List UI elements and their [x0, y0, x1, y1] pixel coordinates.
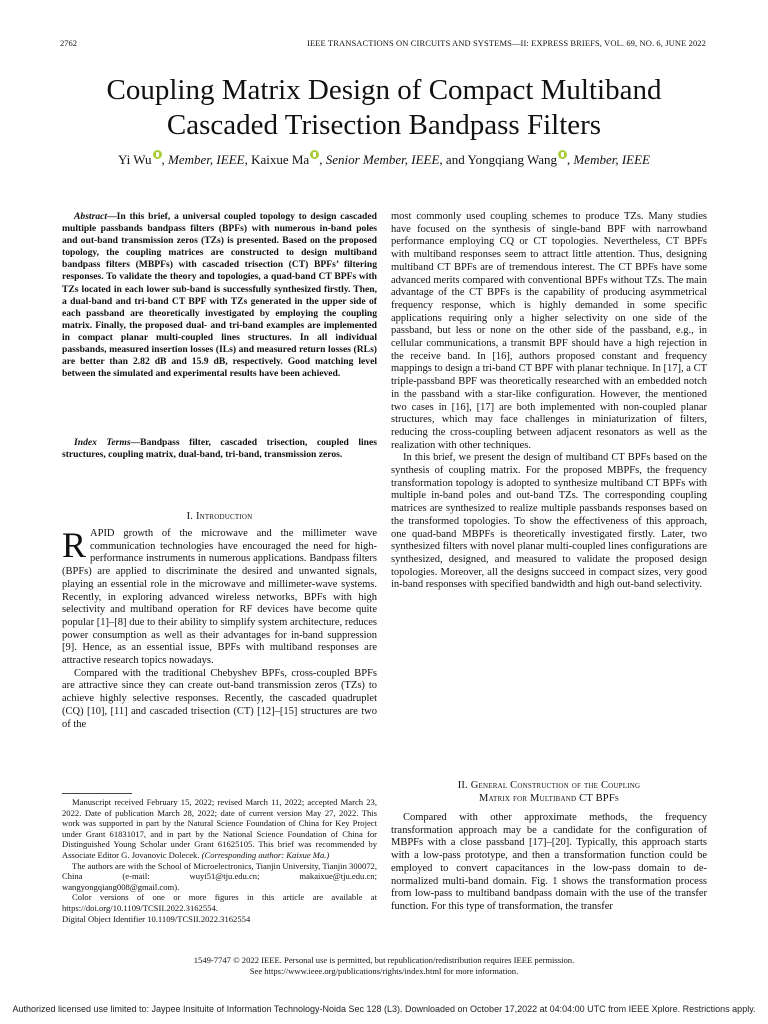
author-list: Yi Wu , Member, IEEE, Kaixue Ma , Senior Member, IEEE, and Yongqiang Wang , Member, IEEE [117, 152, 650, 167]
running-header: IEEE TRANSACTIONS ON CIRCUITS AND SYSTEMS—II: EXPRESS BRIEFS, VOL. 69, NO. 6, JUNE 2022 [307, 38, 706, 48]
orcid-icon[interactable] [153, 150, 162, 159]
abstract-text: —In this brief, a universal coupled topology to design cascaded multiple passbands bandpass filters (BPFs) with numerous in-band poles and out-band transmission zeros (TZs) is presented. Based on the proposed topology, the coupling matrices are constructed to design multiband bandpass filters (MBPFs) with cascaded trisection (CT) BPFs’ filtering responses. To validate the theory and topologies, a quad-band CT BPFs with TZs located in each lower sub-band is successfully synthesized firstly. Then, a dual-band and tri-band CT BPF with TZs generated in the upper side of each passband are theoretically investigated by employing the coupling matrix. Finally, the proposed dual- and tri-band examples are implemented in compact planar multi-coupled lines structures. In all individual passbands, measured insertion losses (ILs) and measured return losses (RLs) are better than 2.82 dB and 15.9 dB, respectively. Good matching level between the simulated and experimental results have been achieved. [62, 211, 377, 380]
footnote-manuscript [62, 797, 377, 861]
paragraph: Compared with other approximate methods, the frequency transformation approach may be a candidate for the configuration of MBPFs with a close passband [17]–[20]. Typically, this approach starts with a low-pass prototype, and then a transformation function could be employed to convert capacitances in the low-pass domain to de-normalized multi-band domain. Fig. 1 shows the transformation process from low-pass to multiband bandpass domain with the use of the transfer function. For this type of transformation, the transfer [391, 812, 707, 912]
paper-title [40, 73, 728, 143]
abstract [62, 211, 377, 380]
index-terms-text: —Bandpass filter, cascaded trisection, coupled lines structures, coupling matrix, dual-band, tri-band, transmission zeros. [62, 437, 377, 461]
paragraph-text: APID growth of the microwave and the millimeter wave communication technologies have encouraged the need for high-performance instruments in numerous applications. Bandpass filters (BPFs) are applied to discriminate the desired and unwanted signals, playing an essential role in the microwave and millimeter-wave systems. Recently, in exploring advanced wireless networks, BPFs with high selectivity and multiband operation for RF devices have become quite popular [1]–[8] due to their ability to simplify system architecture, reduces power consumption as well as their advantages for in-band suppression [9]. Hence, as an essential issue, BPFs with multiband responses are attractive research topics nowadays. [62, 528, 377, 667]
section-2-body [391, 812, 707, 914]
paragraph: Compared with the traditional Chebyshev BPFs, cross-coupled BPFs are attractive since they can create out-band transmission zeros (TZs) to achieve highly selective responses. Recently, the cascaded quadruplet (CQ) [10], [11] and cascaded trisection (CT) [12]–[15] structures are two of the [62, 667, 377, 730]
author-2-role: Senior Member, IEEE [325, 152, 440, 167]
orcid-icon[interactable] [310, 150, 319, 159]
section-1-title: Introduction [195, 511, 253, 522]
section-1-body-left [62, 525, 377, 731]
footnote-affiliation: The authors are with the School of Microelectronics, Tianjin University, Tianjin 300072, China (e-mail: wuyi51@tju.edu.cn; makaixue@tju.edu.cn; wangyongqiang008@gmail.com). [62, 860, 377, 892]
footnote-manuscript-text: Manuscript received February 15, 2022; revised March 11, 2022; accepted March 23, 2022. Date of publication March 28, 2022; date of current version May 27, 2022. This work was supported in part by the Natural Science Foundation of China for Key Project under Grant 61831017, and in part by the National Science Foundation of China for Distinguished Young Scholar under Grant 61625105. This brief was recommended by Associate Editor G. Jovanovic Dolecek. [62, 797, 377, 860]
orcid-icon[interactable] [558, 150, 567, 159]
author-conjunction: and [445, 152, 465, 167]
author-2-name: Kaixue Ma [251, 152, 310, 167]
footnote-color-versions: Color versions of one or more figures in this article are available at https://doi.org/10.1109/TCSII.2022.3162554. [62, 892, 377, 913]
author-3-role: Member, IEEE [573, 152, 650, 167]
title-line-1: Coupling Matrix Design of Compact Multiband [106, 74, 662, 106]
index-terms [62, 437, 377, 461]
footnote-divider [62, 793, 132, 794]
section-1-body-right [391, 211, 707, 592]
corresponding-author: (Corresponding author: Kaixue Ma.) [201, 849, 330, 860]
drop-cap: R [62, 525, 87, 565]
section-1-numeral: I. [186, 511, 194, 522]
copyright-line-1: 1549-7747 © 2022 IEEE. Personal use is permitted, but republication/redistribution requires IEEE permission. [193, 955, 575, 965]
author-1-name: Yi Wu [117, 152, 152, 167]
section-2-title-line-2: Matrix for Multiband CT BPFs [479, 792, 619, 804]
section-2-title-line-1: General Construction of the Coupling [470, 780, 641, 791]
footnote [62, 797, 377, 924]
paragraph: In this brief, we present the design of multiband CT BPFs based on the synthesis of coupling matrix. For the proposed MBPFs, the frequency transformation topology is adopted to synthesize multiband CT BPFs with multiple in-band poles and out-band TZs. The corresponding coupling matrices are synthesized to realize multiple passbands responses based on the transformed topologies. To show the effectiveness of this approach, one quad-band MBPFs is theoretically investigated firstly. Later, two synthesized filters with novel planar multi-coupled lines configurations are synthesized, designed, and measured to validate the proposed design topologies. Moreover, all the designs succeed in compact sizes, very good in-band responses with specified bandwidth and high out-band selectivity. [391, 452, 707, 591]
title-line-2: Cascaded Trisection Bandpass Filters [166, 109, 602, 141]
index-terms-label: Index Terms [74, 437, 131, 448]
author-3-name: Yongqiang Wang [467, 152, 557, 167]
section-2-heading [391, 780, 707, 805]
copyright-line-2: See https://www.ieee.org/publications/rights/index.html for more information. [249, 966, 519, 976]
page-number: 2762 [60, 38, 77, 48]
author-1-role: Member, IEEE [168, 152, 245, 167]
copyright-notice [100, 955, 668, 977]
section-2-numeral: II. [457, 780, 468, 791]
section-1-heading [62, 511, 377, 524]
paragraph [62, 525, 377, 668]
abstract-label: Abstract [74, 211, 108, 222]
license-banner: Authorized licensed use limited to: Jaypee Insituite of Information Technology-Noida Sec 128 (L3). Downloaded on October 17,2022 at 04:04:00 UTC from IEEE Xplore. Restrictions apply. [12, 1004, 756, 1014]
footnote-doi: Digital Object Identifier 10.1109/TCSII.2022.3162554 [62, 913, 251, 924]
paragraph: most commonly used coupling schemes to produce TZs. Many studies have focused on the synthesis of single-band BPF with narrowband performance employing CQ or CT topologies. Nevertheless, CT BPFs with multiband responses seem to attract little attention. Thus, designing multiband CT BPFs are of tremendous interest. The CT BPFs have some advanced merits compared with conventional BPFs without TZs. The main advantage of the CT BPFs is the capability of producing asymmetrical frequency response, which is highly demanded in some specific applications requiring only a higher selectivity on one side of the passband, but less or none on the other side of the passband, e.g., in cellular communications, a transmit BPF should have a high rejection in the receive band. In [16], authors proposed constant and frequency mappings to design a tri-band CT BPF with planar technique. In [17], a CT triple-passband BPF was theoretically researched with an embedded notch in the passband with a star-like configuration. However, the mentioned two cases in [16], [17] are both implemented with non-coupled planar structures, which may face challenges in miniaturization of filters, reducing the cross-coupling between adjacent resonators as well as the realization with other techniques. [391, 211, 707, 451]
